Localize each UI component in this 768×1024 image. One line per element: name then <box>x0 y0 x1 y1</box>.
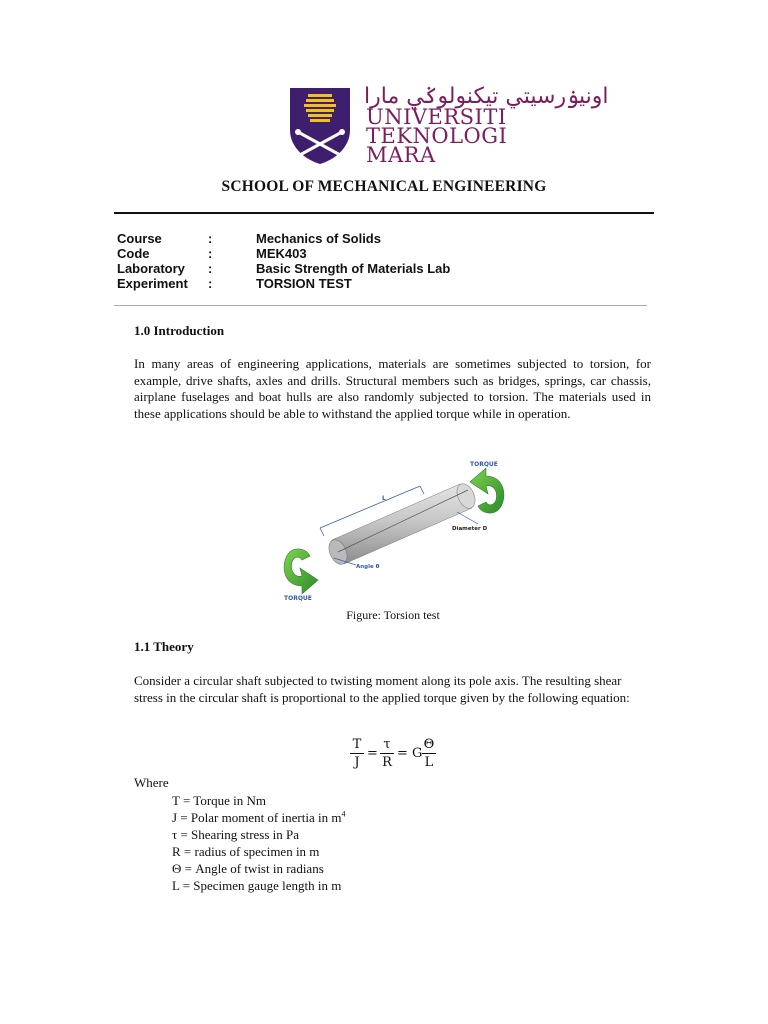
experiment-colon: : <box>208 276 213 291</box>
code-colon: : <box>208 246 213 261</box>
divider-thick <box>114 212 654 214</box>
figure-caption: Figure: Torsion test <box>346 608 440 622</box>
torsion-equation <box>340 737 450 777</box>
code-value: MEK403 <box>256 246 307 261</box>
definition-superscript: 4 <box>341 809 346 819</box>
intro-paragraph: In many areas of engineering applications, materials are sometimes subjected to torsion, for example, drive shafts, axles and drills. Structural members such as bridges, springs, car chassis, airplane fuselages and boat hulls are also randomly subjected to torsion. The materials used in these applications should be able to withstand the applied torque while in operation. <box>134 356 651 421</box>
label-length: L <box>382 495 386 502</box>
school-title: SCHOOL OF MECHANICAL ENGINEERING <box>221 178 547 195</box>
theory-heading: 1.1 Theory <box>134 639 194 654</box>
fraction-theta-over-l: Θ L <box>423 737 435 770</box>
fraction-t-over-j: T J <box>350 737 364 770</box>
laboratory-value: Basic Strength of Materials Lab <box>256 261 451 276</box>
equals-g: = G <box>397 746 423 761</box>
label-diameter: Diameter D <box>452 526 488 532</box>
course-value: Mechanics of Solids <box>256 231 381 246</box>
laboratory-colon: : <box>208 261 213 276</box>
label-angle: Angle θ <box>356 564 380 570</box>
equals-sign: = <box>367 746 378 761</box>
label-torque-bottom: TORQUE <box>284 595 312 602</box>
definition-text: J = Polar moment of inertia in m <box>172 810 342 825</box>
torsion-test-figure <box>272 454 512 606</box>
definition-item: R = radius of specimen in m <box>172 844 320 859</box>
theory-paragraph: Consider a circular shaft subjected to twisting moment along its pole axis. The resulting shear stress in the circular shaft is proportional to the applied torque given by the following equation: <box>134 673 630 705</box>
fraction-tau-over-r: τ R <box>380 737 394 770</box>
university-jawi-script: اونيۏرسيتي تيکنولوݢي مارا <box>364 84 609 109</box>
course-colon: : <box>208 231 213 246</box>
definition-item: T = Torque in Nm <box>172 793 267 808</box>
definition-item: Θ = Angle of twist in radians <box>172 861 324 876</box>
label-torque-top: TORQUE <box>470 461 498 468</box>
definition-item: L = Specimen gauge length in m <box>172 878 342 893</box>
experiment-label: Experiment <box>117 276 188 291</box>
course-label: Course <box>117 231 162 246</box>
university-name-line: UNIVERSITI <box>366 105 507 129</box>
experiment-value: TORSION TEST <box>256 276 352 291</box>
uitm-shield-logo <box>288 86 352 166</box>
definition-item <box>172 810 345 826</box>
where-label: Where <box>134 775 169 790</box>
divider-thin <box>114 305 647 306</box>
intro-heading: 1.0 Introduction <box>134 323 225 338</box>
university-name-line: MARA <box>366 143 436 167</box>
definition-item: τ = Shearing stress in Pa <box>172 827 300 842</box>
university-name-line: TEKNOLOGI <box>366 124 508 148</box>
laboratory-label: Laboratory <box>117 261 185 276</box>
code-label: Code <box>117 246 150 261</box>
